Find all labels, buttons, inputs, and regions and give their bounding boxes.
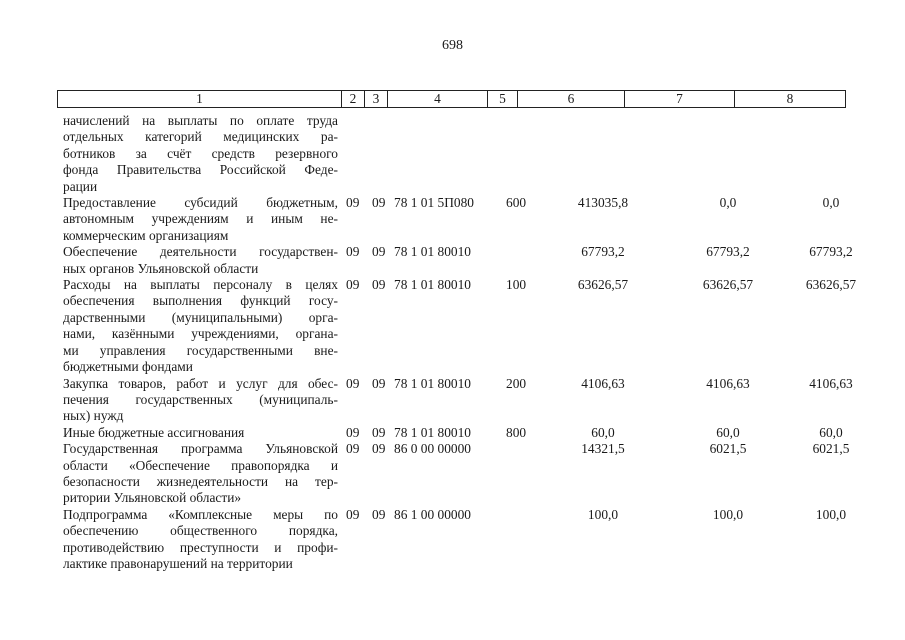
cell-col-7: 4106,63: [706, 375, 750, 391]
row-description: [63, 507, 338, 573]
cell-col-2: 09: [346, 424, 360, 440]
description-line: Расходы на выплаты персоналу в целях: [63, 277, 338, 293]
description-line: лактике правонарушений на территории: [63, 555, 293, 571]
table-row: [0, 244, 905, 277]
cell-col-8: 67793,2: [809, 244, 853, 260]
cell-col-4: 86 0 00 00000: [394, 441, 471, 457]
cell-col-4: 78 1 01 5П080: [394, 195, 474, 211]
cell-col-5: 100: [506, 277, 527, 293]
cell-col-3: 09: [372, 441, 386, 457]
row-description: [63, 376, 338, 425]
description-line: печения государственных (муниципаль-: [63, 391, 338, 407]
cell-col-8: 100,0: [815, 506, 847, 522]
cell-col-2: 09: [346, 506, 360, 522]
description-line: Подпрограмма «Комплексные меры по: [63, 506, 338, 522]
description-line: Иные бюджетные ассигнования: [63, 424, 245, 440]
row-description: [63, 195, 338, 244]
description-line: ботников за счёт средств резервного: [63, 145, 338, 161]
cell-col-6: 100,0: [587, 506, 619, 522]
header-col-1: 1: [58, 91, 342, 107]
description-line: Государственная программа Ульяновской: [63, 441, 338, 457]
table-row: [0, 507, 905, 573]
header-col-4: 4: [388, 91, 488, 107]
cell-col-2: 09: [346, 375, 360, 391]
cell-col-7: 0,0: [719, 195, 737, 211]
row-description: [63, 441, 338, 507]
cell-col-7: 6021,5: [709, 441, 747, 457]
cell-col-3: 09: [372, 195, 386, 211]
row-description: [63, 425, 338, 441]
cell-col-3: 09: [372, 277, 386, 293]
cell-col-3: 09: [372, 506, 386, 522]
table-row: [0, 277, 905, 375]
description-line: дарственными (муниципальными) орга-: [63, 309, 338, 325]
table-body: [0, 113, 905, 572]
cell-col-6: 14321,5: [581, 441, 625, 457]
cell-col-4: 78 1 01 80010: [394, 277, 471, 293]
description-line: безопасности жизнедеятельности на тер-: [63, 473, 338, 489]
cell-col-7: 63626,57: [702, 277, 754, 293]
table-row: [0, 441, 905, 507]
cell-col-3: 09: [372, 424, 386, 440]
header-col-2: 2: [342, 91, 365, 107]
description-line: ми управления государственными вне-: [63, 342, 338, 358]
cell-col-4: 78 1 01 80010: [394, 424, 471, 440]
cell-col-5: 600: [506, 195, 527, 211]
description-line: фонда Правительства Российской Феде-: [63, 162, 338, 178]
cell-col-8: 6021,5: [812, 441, 850, 457]
table-row: [0, 376, 905, 425]
cell-col-2: 09: [346, 244, 360, 260]
description-line: обеспечения выполнения функций госу-: [63, 293, 338, 309]
page-number: 698: [442, 38, 463, 53]
cell-col-6: 4106,63: [581, 375, 625, 391]
header-col-8: 8: [786, 91, 794, 106]
cell-col-8: 60,0: [819, 424, 843, 440]
header-col-6: 6: [518, 91, 625, 107]
cell-col-4: 78 1 01 80010: [394, 375, 471, 391]
cell-col-6: 413035,8: [577, 195, 629, 211]
description-line: автономным учреждениям и иным не-: [63, 211, 338, 227]
cell-col-2: 09: [346, 277, 360, 293]
description-line: ных органов Ульяновской области: [63, 260, 259, 276]
cell-col-7: 67793,2: [706, 244, 750, 260]
header-col-3: 3: [365, 91, 388, 107]
table-row: [0, 195, 905, 244]
description-line: рации: [63, 178, 98, 194]
header-col-5: 5: [488, 91, 518, 107]
description-line: Обеспечение деятельности государствен-: [63, 244, 338, 260]
cell-col-2: 09: [346, 441, 360, 457]
cell-col-4: 78 1 01 80010: [394, 244, 471, 260]
description-line: начислений на выплаты по оплате труда: [63, 113, 338, 128]
description-line: Предоставление субсидий бюджетным,: [63, 195, 338, 211]
cell-col-7: 60,0: [716, 424, 740, 440]
description-line: нами, казёнными учреждениями, органа-: [63, 326, 338, 342]
cell-col-6: 63626,57: [577, 277, 629, 293]
description-line: ритории Ульяновской области»: [63, 490, 242, 506]
description-line: обеспечению общественного порядка,: [63, 523, 338, 539]
description-line: Закупка товаров, работ и услуг для обес-: [63, 375, 338, 391]
cell-col-7: 100,0: [712, 506, 744, 522]
cell-col-3: 09: [372, 375, 386, 391]
cell-col-5: 200: [506, 375, 527, 391]
cell-col-3: 09: [372, 244, 386, 260]
description-line: области «Обеспечение правопорядка и: [63, 457, 338, 473]
cell-col-2: 09: [346, 195, 360, 211]
cell-col-8: 0,0: [822, 195, 840, 211]
cell-col-8: 63626,57: [805, 277, 857, 293]
cell-col-4: 86 1 00 00000: [394, 506, 471, 522]
description-line: бюджетными фондами: [63, 359, 193, 375]
description-line: противодействию преступности и профи-: [63, 539, 338, 555]
description-line: ных) нужд: [63, 408, 124, 424]
row-description: [63, 277, 338, 375]
cell-col-6: 60,0: [591, 424, 615, 440]
table-row: [0, 113, 905, 195]
cell-col-5: 800: [506, 424, 527, 440]
cell-col-6: 67793,2: [581, 244, 625, 260]
table-row: [0, 425, 905, 441]
row-description: [63, 113, 338, 195]
row-description: [63, 244, 338, 277]
table-header: [57, 90, 846, 108]
description-line: коммерческим организациям: [63, 227, 229, 243]
description-line: отдельных категорий медицинских ра-: [63, 129, 338, 145]
header-col-7: 7: [625, 91, 735, 107]
cell-col-8: 4106,63: [809, 375, 853, 391]
